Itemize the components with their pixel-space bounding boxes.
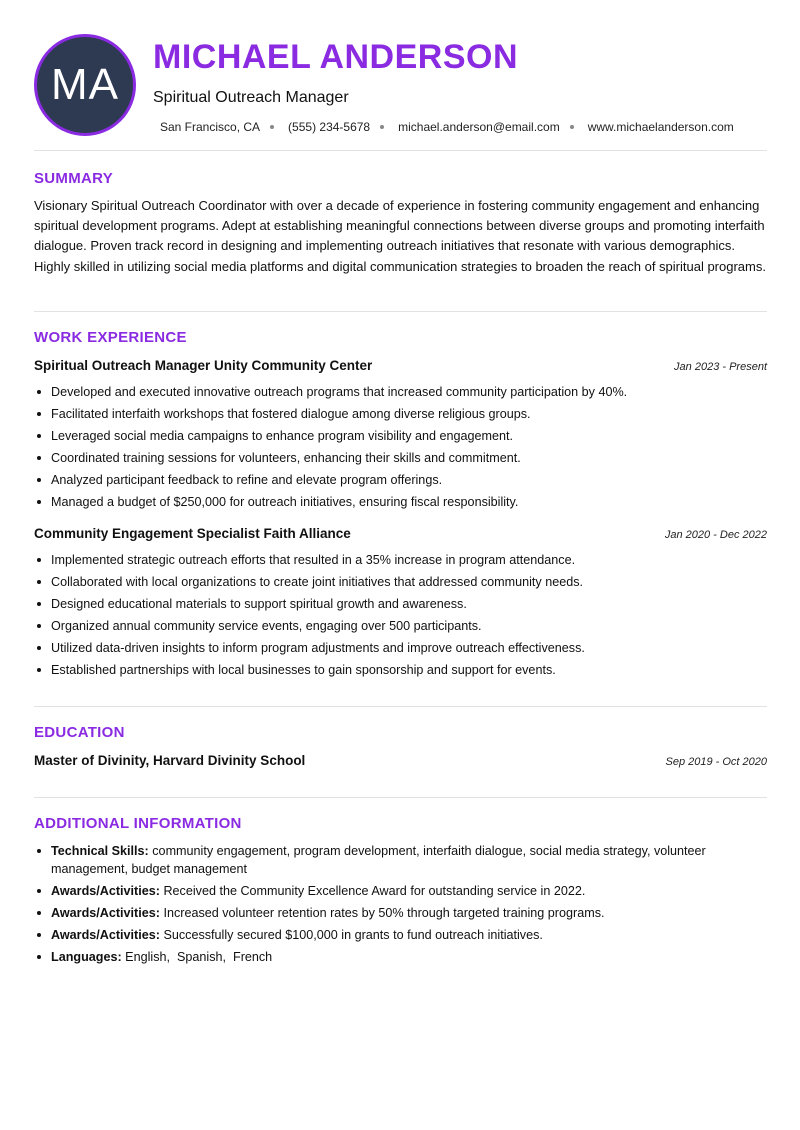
bullet-dot (37, 889, 41, 893)
bullet-item (34, 406, 767, 422)
experience-heading: WORK EXPERIENCE (34, 329, 187, 346)
bullet-item (34, 596, 767, 612)
info-item (34, 882, 767, 900)
bullet-text: Analyzed participant feedback to refine and elevate program offerings. (51, 473, 443, 488)
bullet-dot (37, 478, 41, 482)
bullet-item (34, 450, 767, 466)
bullet-text: Collaborated with local organizations to create joint initiatives that addressed community needs. (51, 575, 584, 590)
bullet-dot (37, 500, 41, 504)
avatar (34, 34, 136, 136)
info-label: Awards/Activities: (51, 884, 160, 898)
job-date: Jan 2020 - Dec 2022 (664, 529, 767, 541)
job-header (34, 358, 767, 373)
summary-text: Visionary Spiritual Outreach Coordinator with over a decade of experience in fostering community engagement and enhancing spiritual development programs. Adept at establishing meaningful connections between diverse groups and promoting interfaith dialogue. Proven track record in designing and implementing outreach initiatives that resonate with various demographics. Highly skilled in utilizing social media platforms and digital communication strategies to broaden the reach of spiritual programs. (34, 198, 766, 274)
bullet-dot (37, 580, 41, 584)
bullet-dot (37, 849, 41, 853)
avatar-initials: MA (51, 60, 119, 109)
bullet-text: Organized annual community service events, engaging over 500 participants. (51, 619, 482, 634)
bullet-text: Implemented strategic outreach efforts that resulted in a 35% increase in program attendance. (51, 553, 576, 567)
bullet-text: Developed and executed innovative outreach programs that increased community participation by 40%. (51, 385, 628, 399)
bullet-item (34, 618, 767, 634)
contact-email[interactable]: michael.anderson@email.com (398, 120, 560, 134)
separator-dot (570, 125, 574, 129)
info-text: community engagement, program development, interfaith dialogue, social media strategy, volunteer management, budget management (51, 844, 706, 876)
job-title: Community Engagement Specialist Faith Alliance (34, 526, 351, 541)
additional-heading: ADDITIONAL INFORMATION (34, 815, 242, 832)
divider (34, 706, 767, 707)
divider (34, 797, 767, 798)
summary-heading: SUMMARY (34, 170, 114, 187)
bullet-item (34, 384, 767, 400)
bullet-item (34, 494, 767, 510)
bullet-dot (37, 602, 41, 606)
bullet-dot (37, 955, 41, 959)
divider (34, 311, 767, 312)
bullet-dot (37, 911, 41, 915)
additional-list (34, 842, 767, 970)
bullet-dot (37, 558, 41, 562)
bullet-item (34, 662, 767, 678)
education-entry (34, 753, 767, 768)
bullet-text: Designed educational materials to support spiritual growth and awareness. (51, 597, 467, 612)
separator-dot (270, 125, 274, 129)
education-heading: EDUCATION (34, 724, 125, 741)
bullet-text: Coordinated training sessions for volunteers, enhancing their skills and commitment. (51, 451, 521, 466)
bullet-item (34, 428, 767, 444)
contact-location: San Francisco, CA (160, 120, 261, 134)
job-date: Jan 2023 - Present (674, 361, 767, 373)
info-text: Successfully secured $100,000 in grants to fund outreach initiatives. (159, 928, 543, 942)
bullet-text: Utilized data-driven insights to inform program adjustments and improve outreach effectiveness. (51, 641, 585, 656)
bullet-text: Managed a budget of $250,000 for outreach initiatives, ensuring fiscal responsibility. (51, 495, 519, 510)
bullet-item (34, 472, 767, 488)
bullet-dot (37, 412, 41, 416)
info-label: Languages: (51, 950, 122, 964)
bullet-dot (37, 456, 41, 460)
separator-dot (380, 125, 384, 129)
divider (34, 150, 767, 151)
education-date: Sep 2019 - Oct 2020 (665, 756, 767, 768)
bullet-text: Leveraged social media campaigns to enhance program visibility and engagement. (51, 429, 514, 444)
bullet-item (34, 640, 767, 656)
bullet-item (34, 552, 767, 568)
info-label: Awards/Activities: (51, 906, 160, 920)
candidate-role: Spiritual Outreach Manager (153, 89, 349, 106)
bullet-dot (37, 624, 41, 628)
info-label: Technical Skills: (51, 844, 149, 858)
info-item (34, 948, 767, 966)
contact-line (160, 120, 734, 134)
info-item (34, 842, 767, 878)
job-bullets (34, 384, 767, 517)
info-item (34, 904, 767, 922)
candidate-name: MICHAEL ANDERSON (153, 38, 519, 76)
info-text: English, Spanish, French (121, 950, 273, 964)
contact-phone: (555) 234-5678 (288, 120, 371, 134)
bullet-text: Facilitated interfaith workshops that fostered dialogue among diverse religious groups. (51, 407, 531, 422)
degree: Master of Divinity, Harvard Divinity School (34, 753, 306, 768)
info-item (34, 926, 767, 944)
bullet-dot (37, 434, 41, 438)
job-bullets (34, 552, 767, 685)
bullet-dot (37, 933, 41, 937)
contact-website[interactable]: www.michaelanderson.com (587, 120, 734, 134)
job-title: Spiritual Outreach Manager Unity Community Center (34, 358, 373, 373)
bullet-dot (37, 390, 41, 394)
job-header (34, 526, 767, 541)
bullet-dot (37, 668, 41, 672)
info-text: Increased volunteer retention rates by 50% through targeted training programs. (159, 906, 605, 920)
info-text: Received the Community Excellence Award for outstanding service in 2022. (159, 884, 586, 898)
info-label: Awards/Activities: (51, 928, 160, 942)
bullet-dot (37, 646, 41, 650)
bullet-item (34, 574, 767, 590)
bullet-text: Established partnerships with local businesses to gain sponsorship and support for events. (51, 663, 556, 678)
